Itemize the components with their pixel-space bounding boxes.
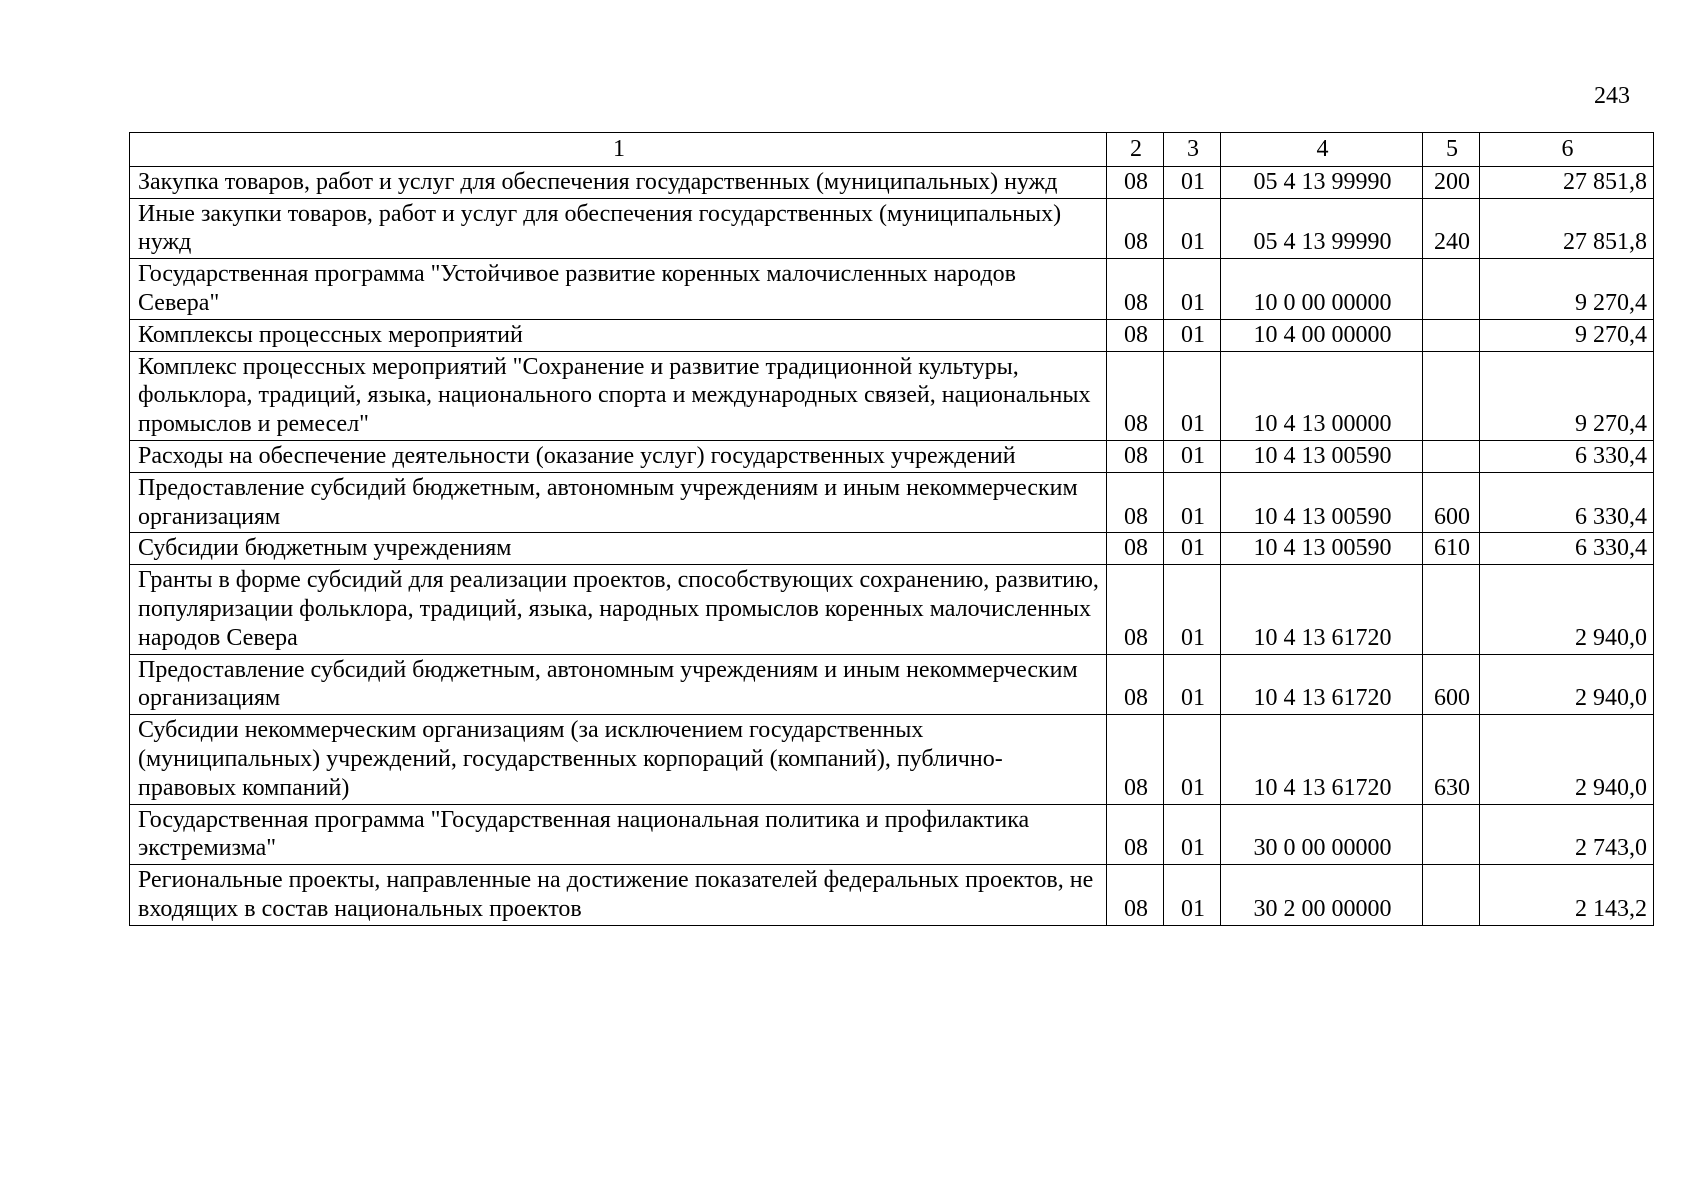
row-name: Региональные проекты, направленные на достижение показателей федеральных проектов, не входящих в состав национальных проектов [130, 865, 1107, 926]
row-rz: 08 [1107, 351, 1164, 440]
table-row [130, 351, 1654, 440]
row-pr: 01 [1164, 715, 1221, 804]
row-csr: 30 0 00 00000 [1221, 804, 1423, 865]
page-number: 243 [1594, 83, 1630, 109]
row-csr: 10 4 13 00590 [1221, 440, 1423, 472]
row-sum: 2 743,0 [1480, 804, 1654, 865]
row-rz: 08 [1107, 472, 1164, 533]
row-vr: 630 [1423, 715, 1480, 804]
row-vr: 200 [1423, 166, 1480, 198]
row-pr: 01 [1164, 259, 1221, 320]
row-rz: 08 [1107, 654, 1164, 715]
table-row [130, 472, 1654, 533]
row-rz: 08 [1107, 565, 1164, 654]
header-row [130, 133, 1654, 167]
table-row [130, 259, 1654, 320]
row-rz: 08 [1107, 715, 1164, 804]
row-sum: 27 851,8 [1480, 166, 1654, 198]
row-pr: 01 [1164, 440, 1221, 472]
row-pr: 01 [1164, 319, 1221, 351]
row-csr: 10 0 00 00000 [1221, 259, 1423, 320]
row-pr: 01 [1164, 565, 1221, 654]
header-col-name: 1 [130, 133, 1107, 167]
row-vr [1423, 865, 1480, 926]
row-vr [1423, 565, 1480, 654]
row-csr: 10 4 13 61720 [1221, 654, 1423, 715]
row-name: Предоставление субсидий бюджетным, автономным учреждениям и иным некоммерческим организациям [130, 472, 1107, 533]
row-vr [1423, 319, 1480, 351]
table-row [130, 715, 1654, 804]
row-vr [1423, 351, 1480, 440]
row-sum: 9 270,4 [1480, 351, 1654, 440]
table-row [130, 654, 1654, 715]
row-vr [1423, 259, 1480, 320]
row-sum: 6 330,4 [1480, 533, 1654, 565]
table-row [130, 533, 1654, 565]
table-header [130, 133, 1654, 167]
table-body [130, 166, 1654, 925]
row-name: Государственная программа "Государственная национальная политика и профилактика экстремизма" [130, 804, 1107, 865]
table-row [130, 166, 1654, 198]
row-name: Закупка товаров, работ и услуг для обеспечения государственных (муниципальных) нужд [130, 166, 1107, 198]
row-name: Субсидии некоммерческим организациям (за исключением государственных (муниципальных) учреждений, государственных корпораций (компаний), публично-правовых компаний) [130, 715, 1107, 804]
row-csr: 05 4 13 99990 [1221, 166, 1423, 198]
row-vr: 610 [1423, 533, 1480, 565]
row-csr: 10 4 00 00000 [1221, 319, 1423, 351]
row-csr: 30 2 00 00000 [1221, 865, 1423, 926]
row-sum: 2 940,0 [1480, 565, 1654, 654]
table-row [130, 440, 1654, 472]
header-col-pr: 3 [1164, 133, 1221, 167]
row-csr: 10 4 13 00590 [1221, 472, 1423, 533]
header-col-sum: 6 [1480, 133, 1654, 167]
row-name: Предоставление субсидий бюджетным, автономным учреждениям и иным некоммерческим организациям [130, 654, 1107, 715]
row-csr: 10 4 13 00590 [1221, 533, 1423, 565]
row-pr: 01 [1164, 198, 1221, 259]
row-vr [1423, 804, 1480, 865]
row-pr: 01 [1164, 804, 1221, 865]
row-pr: 01 [1164, 351, 1221, 440]
row-name: Комплекс процессных мероприятий "Сохранение и развитие традиционной культуры, фольклора, традиций, языка, национального спорта и международных связей, национальных промыслов и ремесел" [130, 351, 1107, 440]
row-pr: 01 [1164, 166, 1221, 198]
row-sum: 9 270,4 [1480, 259, 1654, 320]
header-col-rz: 2 [1107, 133, 1164, 167]
row-rz: 08 [1107, 166, 1164, 198]
row-name: Иные закупки товаров, работ и услуг для обеспечения государственных (муниципальных) нужд [130, 198, 1107, 259]
row-csr: 10 4 13 61720 [1221, 565, 1423, 654]
row-vr: 600 [1423, 472, 1480, 533]
row-pr: 01 [1164, 654, 1221, 715]
row-csr: 10 4 13 00000 [1221, 351, 1423, 440]
row-rz: 08 [1107, 865, 1164, 926]
header-col-csr: 4 [1221, 133, 1423, 167]
row-rz: 08 [1107, 440, 1164, 472]
row-pr: 01 [1164, 865, 1221, 926]
table-row [130, 319, 1654, 351]
row-sum: 9 270,4 [1480, 319, 1654, 351]
row-csr: 05 4 13 99990 [1221, 198, 1423, 259]
row-name: Государственная программа "Устойчивое развитие коренных малочисленных народов Севера" [130, 259, 1107, 320]
row-pr: 01 [1164, 533, 1221, 565]
row-rz: 08 [1107, 533, 1164, 565]
row-name: Комплексы процессных мероприятий [130, 319, 1107, 351]
row-rz: 08 [1107, 198, 1164, 259]
row-rz: 08 [1107, 319, 1164, 351]
row-name: Гранты в форме субсидий для реализации проектов, способствующих сохранению, развитию, популяризации фольклора, традиций, языка, народных промыслов коренных малочисленных народов Севера [130, 565, 1107, 654]
header-col-vr: 5 [1423, 133, 1480, 167]
table-row [130, 565, 1654, 654]
row-csr: 10 4 13 61720 [1221, 715, 1423, 804]
row-rz: 08 [1107, 804, 1164, 865]
row-rz: 08 [1107, 259, 1164, 320]
table-row [130, 804, 1654, 865]
row-sum: 2 143,2 [1480, 865, 1654, 926]
row-sum: 6 330,4 [1480, 440, 1654, 472]
budget-table [129, 132, 1654, 926]
row-vr: 600 [1423, 654, 1480, 715]
row-sum: 2 940,0 [1480, 654, 1654, 715]
row-vr [1423, 440, 1480, 472]
row-sum: 2 940,0 [1480, 715, 1654, 804]
row-name: Субсидии бюджетным учреждениям [130, 533, 1107, 565]
table-row [130, 198, 1654, 259]
row-name: Расходы на обеспечение деятельности (оказание услуг) государственных учреждений [130, 440, 1107, 472]
row-sum: 27 851,8 [1480, 198, 1654, 259]
row-sum: 6 330,4 [1480, 472, 1654, 533]
row-pr: 01 [1164, 472, 1221, 533]
row-vr: 240 [1423, 198, 1480, 259]
table-row [130, 865, 1654, 926]
